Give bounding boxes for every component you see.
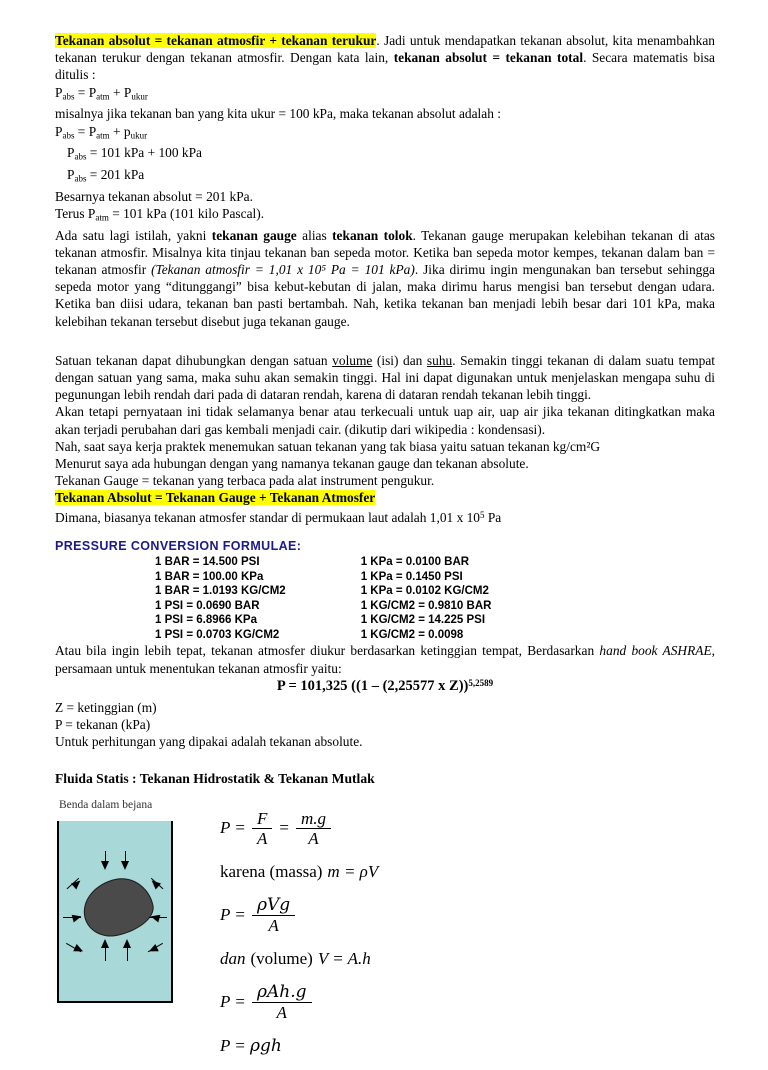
table-row: [155, 613, 491, 628]
eq1-fraction-2: [296, 809, 331, 848]
sub-ukur-2: ukur: [130, 130, 148, 141]
highlight-formula-line: [55, 489, 715, 506]
eq3-den: A: [268, 915, 279, 935]
equation-rho-ah-g: [220, 983, 640, 1022]
sub-abs-3: abs: [74, 151, 87, 162]
cell-kgcm2-3: 1 KG/CM2 = 0.0098: [360, 628, 464, 641]
pressure-arrow-icon: [105, 851, 106, 865]
cell-kpa-1: 1 KPa = 0.0100 BAR: [360, 555, 470, 568]
sub-atm-3: atm: [95, 212, 109, 223]
satuan-b: (isi) dan: [372, 352, 427, 368]
highlight-formula: Tekanan Absolut = Tekanan Gauge + Tekanan Atmosfer: [55, 490, 376, 506]
link-volume[interactable]: volume: [332, 352, 373, 368]
eq2-expression: m = ρV: [327, 861, 379, 881]
eq5-num: ρAh.g: [252, 983, 312, 1003]
eq1-lhs: P: [220, 818, 231, 838]
eq3-num: ρVg: [252, 896, 295, 916]
satuan-paragraph-5: Tekanan Gauge = tekanan yang terbaca pada alat instrument pengukur.: [55, 473, 435, 489]
dimana-line: [55, 507, 715, 526]
satuan-paragraph: [55, 352, 715, 404]
equation-line-3: $P_{abs} = 101$ kPa + 100 kPa: [67, 145, 202, 162]
ashrae-paragraph: [55, 642, 715, 676]
equation-rho-g-h: [220, 1036, 640, 1056]
sub-abs-4: abs: [74, 173, 87, 184]
eq5-equals: =: [235, 992, 245, 1012]
equation-line-4: $P_{abs} = 201$ kPa: [67, 166, 145, 184]
sub-atm: atm: [96, 91, 110, 102]
ashrae-italic: hand book ASHRAE: [599, 643, 712, 659]
gauge-bold-1: tekanan gauge: [211, 227, 297, 243]
intro-tail: . Secara matematis bisa ditulis :: [55, 50, 715, 83]
legend-line-3: Untuk perhitungan yang dipakai adalah tekanan absolute.: [55, 734, 363, 750]
gauge-lead: Ada satu lagi istilah, yakni: [55, 227, 212, 243]
cell-bar-3: 1 BAR = 1.0193 KG/CM2: [155, 585, 286, 598]
eq1-fraction-1: [252, 809, 272, 848]
eq6-equals: =: [235, 1035, 245, 1055]
equation-note-1: misalnya jika tekanan ban yang kita ukur = 100 kPa, maka tekanan absolut adalah :: [55, 106, 501, 122]
figure-caption: Benda dalam bejana: [59, 798, 153, 811]
equation-line-2: $P_{abs} = P_{atm} + p_{ukur}$: [55, 123, 148, 141]
equation-line-5: Terus $P_{atm} = 101$ kPa (101 kilo Pascal).: [55, 205, 265, 223]
cell-kpa-3: 1 KPa = 0.0102 KG/CM2: [360, 585, 489, 598]
eq6-lhs: P: [220, 1035, 231, 1055]
eq6-rhs: ρgh: [249, 1035, 282, 1056]
eq1-den-1: A: [256, 828, 268, 848]
sub-abs: abs: [62, 91, 75, 102]
ashrae-formula-exponent: 5,2589: [468, 677, 494, 688]
gauge-italic: (Tekanan atmosfir = 1,01 x 10⁵ Pa = 101 kPa): [151, 262, 415, 278]
gauge-rest-2: . Jika dirimu ingin mengunakan ban tersebut sehingga sepeda motor yang “ditunggangi” bisa kebut-kebutan di jalan, maka dirimu harus mengisi ban tersebut dengan udara. Ketika ban diisi udara, tekanan ban pasti bertambah. Nah, ketika tekanan ban menjadi lebih besar dari 101 kPa, maka kelebihan tekanan tersebut disebut juga tekanan gauge.: [55, 262, 715, 329]
table-row: [155, 570, 491, 585]
pressure-conversion-table: [155, 555, 491, 643]
cell-kpa-2: 1 KPa = 0.1450 PSI: [360, 570, 463, 583]
table-row: [155, 555, 491, 570]
equation-pressure-force-area: [220, 809, 640, 848]
ashrae-a: Atau bila ingin lebih tepat, tekanan atmosfer diukur berdasarkan ketinggian tempat, Berdasarkan: [55, 643, 600, 659]
satuan-paragraph-2: Akan tetapi pernyataan ini tidak selamanya benar atau terkecuali untuk uap air, uap air jika tekanan ditingkatkan maka akan terjadi perubahan dari gas kembali menjadi cair. (dikutip dari wikipedia : kondensasi).: [55, 404, 715, 437]
intro-highlight: Tekanan absolut = tekanan atmosfir + tekanan terukur: [55, 33, 377, 48]
eq4-volume-label: (volume): [250, 948, 313, 968]
cell-kgcm2-1: 1 KG/CM2 = 0.9810 BAR: [360, 599, 492, 612]
pressure-arrow-icon: [127, 947, 128, 961]
eq2-prefix: karena (massa): [220, 861, 323, 881]
satuan-a: Satuan tekanan dapat dihubungkan dengan satuan: [55, 352, 333, 368]
intro-paragraph: [55, 32, 715, 84]
gauge-rest-1: . Tekanan gauge merupakan kelebihan tekanan di atas tekanan atmosfir. Misalnya kita tinjau tekanan ban sepeda motor. Ketika ban sepeda motor kempes, tekanan dalam ban = tekanan atmosfir: [55, 227, 716, 278]
dimana-sup: 5: [480, 509, 485, 520]
cell-psi-1: 1 PSI = 0.0690 BAR: [155, 599, 260, 612]
pressure-arrow-icon: [105, 947, 106, 961]
equation-result: Besarnya tekanan absolut = 201 kPa.: [55, 188, 253, 204]
spacer-2: [55, 526, 715, 539]
gauge-paragraph: [55, 227, 715, 330]
eq5-lhs: P: [220, 992, 231, 1012]
beaker-illustration: [57, 821, 173, 1003]
satuan-c: . Semakin tinggi tekanan di dalam suatu tempat dengan satuan yang sama, maka suhu akan semakin tinggi. Hal ini dapat digunakan untuk menjelaskan mengapa suhu di pegunungan lebih rendah dari pada di dataran rendah, karena di dataran rendah tekanan lebih tinggi.: [55, 352, 715, 403]
gauge-mid: alias: [296, 227, 333, 243]
equation-rho-v-g: [220, 896, 640, 935]
table-row: [155, 584, 491, 599]
pressure-arrow-icon: [149, 917, 167, 918]
satuan-paragraph-4: Menurut saya ada hubungan dengan yang namanya tekanan gauge dan tekanan absolute.: [55, 456, 529, 472]
pressure-arrow-icon: [125, 851, 126, 865]
pressure-table-title: PRESSURE CONVERSION FORMULAE:: [55, 538, 302, 553]
link-suhu[interactable]: suhu: [426, 352, 453, 368]
sub-abs-2: abs: [62, 130, 75, 141]
eq4-expression: V = A.h: [317, 948, 371, 968]
ashrae-formula: [55, 678, 715, 695]
satuan-paragraph-3: Nah, saat saya kerja praktek menemukan satuan tekanan yang tak biasa yaitu satuan tekanan kg/cm²G: [55, 438, 601, 454]
eq1-den-2: A: [308, 828, 319, 848]
figure-block: [55, 798, 715, 1056]
equation-volume-line: [220, 949, 640, 969]
section-title-fluida: Fluida Statis : Tekanan Hidrostatik & Tekanan Mutlak: [55, 770, 375, 786]
intro-after: . Jadi untuk mendapatkan tekanan absolut, kita menambahkan tekanan terukur dengan tekanan atmosfir. Dengan kata lain,: [55, 33, 715, 66]
document-content: [55, 32, 716, 1056]
equation-mass-line: [220, 862, 640, 882]
eq1-equals-2: =: [279, 818, 289, 838]
sub-ukur: ukur: [131, 91, 148, 102]
eq3-equals: =: [235, 905, 245, 925]
eq3-fraction: [252, 896, 295, 935]
cell-kgcm2-2: 1 KG/CM2 = 14.225 PSI: [360, 614, 486, 627]
intro-bold-phrase: tekanan absolut = tekanan total: [393, 50, 584, 66]
legend-line-1: Z = ketinggian (m): [55, 699, 157, 715]
eq3-lhs: P: [220, 905, 231, 925]
eq5-den: A: [276, 1002, 287, 1022]
eq1-num-2: m.g: [296, 809, 331, 829]
pressure-arrow-icon: [63, 917, 81, 918]
legend-line-2: P = tekanan (kPa): [55, 717, 151, 733]
spacer-1: [55, 330, 715, 352]
object-in-fluid: [78, 872, 158, 941]
eq5-fraction: [252, 983, 312, 1022]
table-row: [155, 628, 491, 643]
figure-equations: [220, 809, 640, 1070]
ashrae-formula-main: P = 101,325 ((1 – (2,25577 x Z)): [276, 677, 469, 694]
dimana-a: Dimana, biasanya tekanan atmosfer standar di permukaan laut adalah 1,01 x 10: [55, 509, 481, 525]
eq4-dan: dan: [220, 948, 246, 968]
cell-bar-2: 1 BAR = 100.00 KPa: [155, 570, 264, 583]
eq1-num-1: F: [252, 809, 272, 829]
dimana-b: Pa: [484, 509, 502, 525]
table-row: [155, 599, 491, 614]
cell-psi-3: 1 PSI = 0.0703 KG/CM2: [155, 628, 280, 641]
sub-atm-2: atm: [96, 130, 110, 141]
ashrae-b: , persamaan untuk menentukan tekanan atmosfir yaitu:: [55, 643, 715, 676]
eq1-equals: =: [235, 818, 245, 838]
equation-line-1: $P_{abs} = P_{atm} + P_{ukur}$: [55, 84, 148, 102]
gauge-bold-2: tekanan tolok: [332, 227, 413, 243]
cell-psi-2: 1 PSI = 6.8966 KPa: [155, 614, 257, 627]
cell-bar-1: 1 BAR = 14.500 PSI: [155, 555, 260, 568]
